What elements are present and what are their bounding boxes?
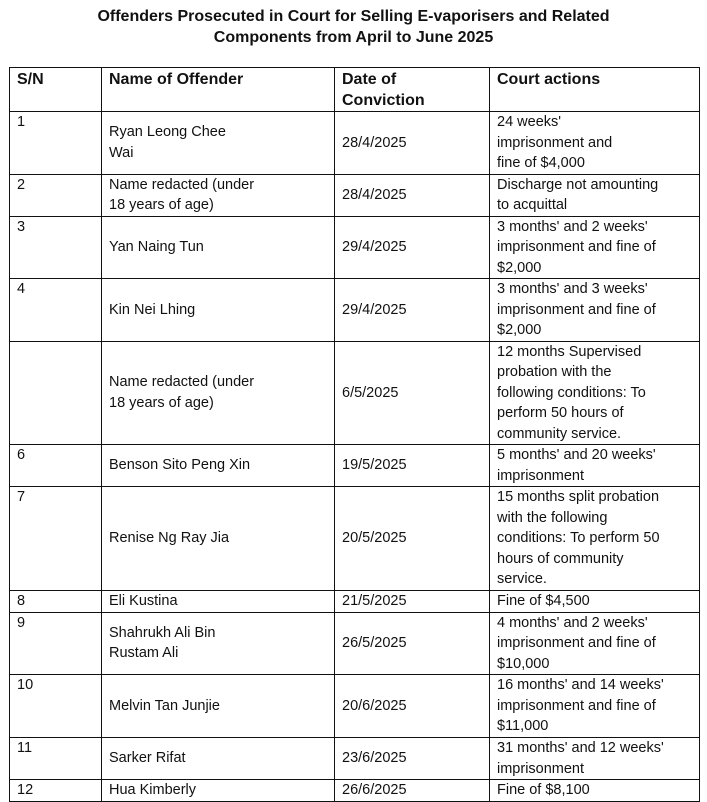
cell-name: Hua Kimberly <box>102 780 335 802</box>
cell-name: Sarker Rifat <box>102 738 335 780</box>
table-row <box>10 112 700 175</box>
cell-name: Yan Naing Tun <box>102 216 335 279</box>
cell-name: Benson Sito Peng Xin <box>102 445 335 487</box>
cell-action: Fine of $4,500 <box>490 591 700 613</box>
cell-date: 26/5/2025 <box>335 612 490 675</box>
cell-date: 20/6/2025 <box>335 675 490 738</box>
header-sn: S/N <box>10 68 102 112</box>
cell-date: 29/4/2025 <box>335 279 490 342</box>
cell-sn: 12 <box>10 780 102 802</box>
table-row <box>10 174 700 216</box>
cell-sn: 10 <box>10 675 102 738</box>
cell-sn <box>10 341 102 445</box>
cell-date: 29/4/2025 <box>335 216 490 279</box>
cell-sn: 4 <box>10 279 102 342</box>
cell-action: 3 months' and 2 weeks' imprisonment and fine of $2,000 <box>490 216 700 279</box>
table-row <box>10 780 700 802</box>
cell-action: 15 months split probation with the following conditions: To perform 50 hours of community service. <box>490 487 700 591</box>
document-title-line-2: Components from April to June 2025 <box>213 29 494 46</box>
header-date: Date of Conviction <box>335 68 490 112</box>
table-row <box>10 675 700 738</box>
cell-sn: 1 <box>10 112 102 175</box>
cell-action: 3 months' and 3 weeks' imprisonment and fine of $2,000 <box>490 279 700 342</box>
header-name: Name of Offender <box>102 68 335 112</box>
table-row <box>10 445 700 487</box>
cell-action: 12 months Supervised probation with the following conditions: To perform 50 hours of community service. <box>490 341 700 445</box>
cell-action: 31 months' and 12 weeks' imprisonment <box>490 738 700 780</box>
cell-date: 20/5/2025 <box>335 487 490 591</box>
offenders-table <box>9 67 700 802</box>
table-row <box>10 341 700 445</box>
cell-name: Name redacted (under 18 years of age) <box>102 174 335 216</box>
table-row <box>10 487 700 591</box>
cell-date: 6/5/2025 <box>335 341 490 445</box>
cell-sn: 2 <box>10 174 102 216</box>
cell-action: 16 months' and 14 weeks' imprisonment and fine of $11,000 <box>490 675 700 738</box>
cell-sn: 8 <box>10 591 102 613</box>
cell-action: 24 weeks' imprisonment and fine of $4,000 <box>490 112 700 175</box>
table-row <box>10 591 700 613</box>
table-row <box>10 279 700 342</box>
table-header-row <box>10 68 700 112</box>
table-row <box>10 216 700 279</box>
cell-name: Name redacted (under 18 years of age) <box>102 341 335 445</box>
cell-date: 23/6/2025 <box>335 738 490 780</box>
cell-action: 4 months' and 2 weeks' imprisonment and fine of $10,000 <box>490 612 700 675</box>
cell-name: Renise Ng Ray Jia <box>102 487 335 591</box>
cell-date: 19/5/2025 <box>335 445 490 487</box>
cell-sn: 11 <box>10 738 102 780</box>
cell-action: Fine of $8,100 <box>490 780 700 802</box>
cell-sn: 9 <box>10 612 102 675</box>
cell-sn: 6 <box>10 445 102 487</box>
cell-name: Ryan Leong Chee Wai <box>102 112 335 175</box>
cell-date: 26/6/2025 <box>335 780 490 802</box>
cell-name: Eli Kustina <box>102 591 335 613</box>
cell-date: 28/4/2025 <box>335 174 490 216</box>
table-row <box>10 738 700 780</box>
cell-name: Shahrukh Ali Bin Rustam Ali <box>102 612 335 675</box>
cell-name: Melvin Tan Junjie <box>102 675 335 738</box>
cell-date: 28/4/2025 <box>335 112 490 175</box>
document-title <box>0 6 707 48</box>
cell-name: Kin Nei Lhing <box>102 279 335 342</box>
document-title-line-1: Offenders Prosecuted in Court for Selling E-vaporisers and Related <box>97 8 610 25</box>
header-action: Court actions <box>490 68 700 112</box>
cell-sn: 7 <box>10 487 102 591</box>
cell-action: Discharge not amounting to acquittal <box>490 174 700 216</box>
table-row <box>10 612 700 675</box>
cell-action: 5 months' and 20 weeks' imprisonment <box>490 445 700 487</box>
cell-sn: 3 <box>10 216 102 279</box>
cell-date: 21/5/2025 <box>335 591 490 613</box>
